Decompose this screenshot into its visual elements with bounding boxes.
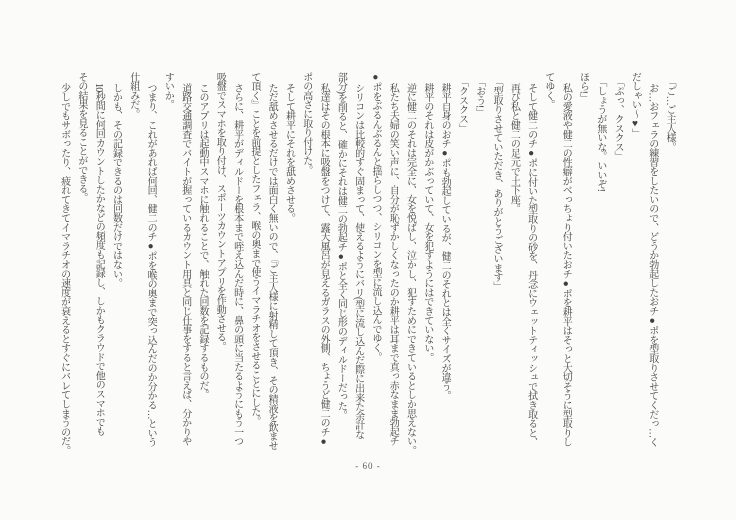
text-line: ポの高さに取り付けた。 — [300, 72, 312, 175]
text-line: 私たち夫婦の笑い声に、自分が恥ずかしくなったのか耕平は耳まで真っ赤なまま勃起チ — [387, 83, 399, 446]
text-line: しかも、その記録できるのは回数だけではない。 — [110, 83, 122, 288]
text-line: シリコンは比較的すぐ固まって、使えるようにバリ(型に流し込んだ際に出来た余計な — [352, 83, 364, 440]
text-line: 「ご…ご主人様。 — [664, 77, 675, 152]
text-line: 仕組みだ。 — [127, 72, 139, 119]
text-line: そして耕平にそれを舐めさせる。 — [283, 83, 295, 223]
text-line: 吸盤でスマホを取り付け、スポーツカウントアプリを作動させる。 — [214, 72, 226, 352]
text-line: さらに、耕平がディルドーを根本まで咥え込んだ時に、鼻の頭に当たるようにもう一つ — [231, 83, 243, 446]
text-line: このアプリは起動中スマホに触れることで、触れた回数を記録するものだ。 — [196, 83, 208, 400]
text-line: 耕平のそれは皮がかぶっていて、女を犯すようにはできていない。 — [421, 83, 433, 363]
text-line: 再び私と健二の足元で土下座。 — [508, 83, 520, 214]
text-line: 道路交通調査でバイトが握っているカウント用具と同じ仕事をすると言えば、分かりや — [179, 83, 191, 446]
text-line: ほら!」 — [577, 72, 589, 103]
vertical-text-block — [56, 72, 678, 466]
page-number: - 60 - — [355, 461, 381, 471]
text-line: お…おフェラの練習をしたいので、どうか勃起したおチ●ポを型取りさせてくだっ…く — [646, 83, 658, 447]
text-line: 「クスクス」 — [456, 77, 468, 133]
text-line: 私達はその根本に吸盤をつけて、露天風呂が見えるガラスの外側、ちょうど健二のチ● — [318, 83, 330, 447]
text-line: 逆に健二のそれは完全に、女を悦ばし、泣かし、犯すためにできているとしか思えない。 — [404, 83, 416, 456]
text-line: 「しょうが無いな。いいぞ! — [594, 77, 606, 192]
text-line: 耕平自身のおチ●ポも勃起しているが、健二のそれとは全くサイズが違う。 — [439, 83, 451, 401]
text-line: 少しでもサボったり、疲れてきてイマラチオの速度が衰えるとすぐにバレてしまうのだ。 — [58, 83, 70, 456]
text-line: て頂く』ことを前提としたフェラ、喉の奥まで使うイマラチオをさせることにした。 — [248, 72, 260, 426]
text-line: ●ポをぶるんぶるんと揺らしつつ、シリコンを型に流し込んでゆく。 — [369, 72, 381, 362]
text-line: 「型取りさせていただき、ありがとうございます」 — [491, 77, 503, 291]
text-line: ただ舐めさせるだけでは面白く無いので、『ご主人様に射精して頂き、その精液を飲ませ — [266, 83, 278, 451]
text-line: 「ぷっ、クスクス」 — [612, 77, 624, 161]
text-line: 「おう!」 — [473, 77, 485, 117]
text-line: その結果を見ることができる。 — [75, 72, 87, 203]
text-line: そして健二のチ●ポに付いた型取りの砂を、丹念にウェットティッシュで拭き取ると、 — [525, 83, 537, 447]
text-line: 私の愛液や健二の性癖がべっちょり付いたおチ●ポを耕平はそっと大切そうに型取りし — [560, 83, 572, 447]
text-line: 10秒間に何回カウントしたかなどの頻度も記録し、しかもクラウドで他のスマホでも — [93, 83, 105, 436]
text-line: つまり、これがあれば何回、健二のチ●ポを喉の奥まで突っ込んだのか分かる…という — [145, 83, 157, 447]
text-line: だしゃい〜♥」 — [629, 72, 641, 139]
text-line: すいか。 — [162, 72, 174, 110]
text-line: 部分)を削ると、確かにそれは健二の勃起チ●ポと全く同じ形のディルドーだった。 — [335, 72, 347, 420]
text-line: てゆく。 — [542, 72, 554, 110]
